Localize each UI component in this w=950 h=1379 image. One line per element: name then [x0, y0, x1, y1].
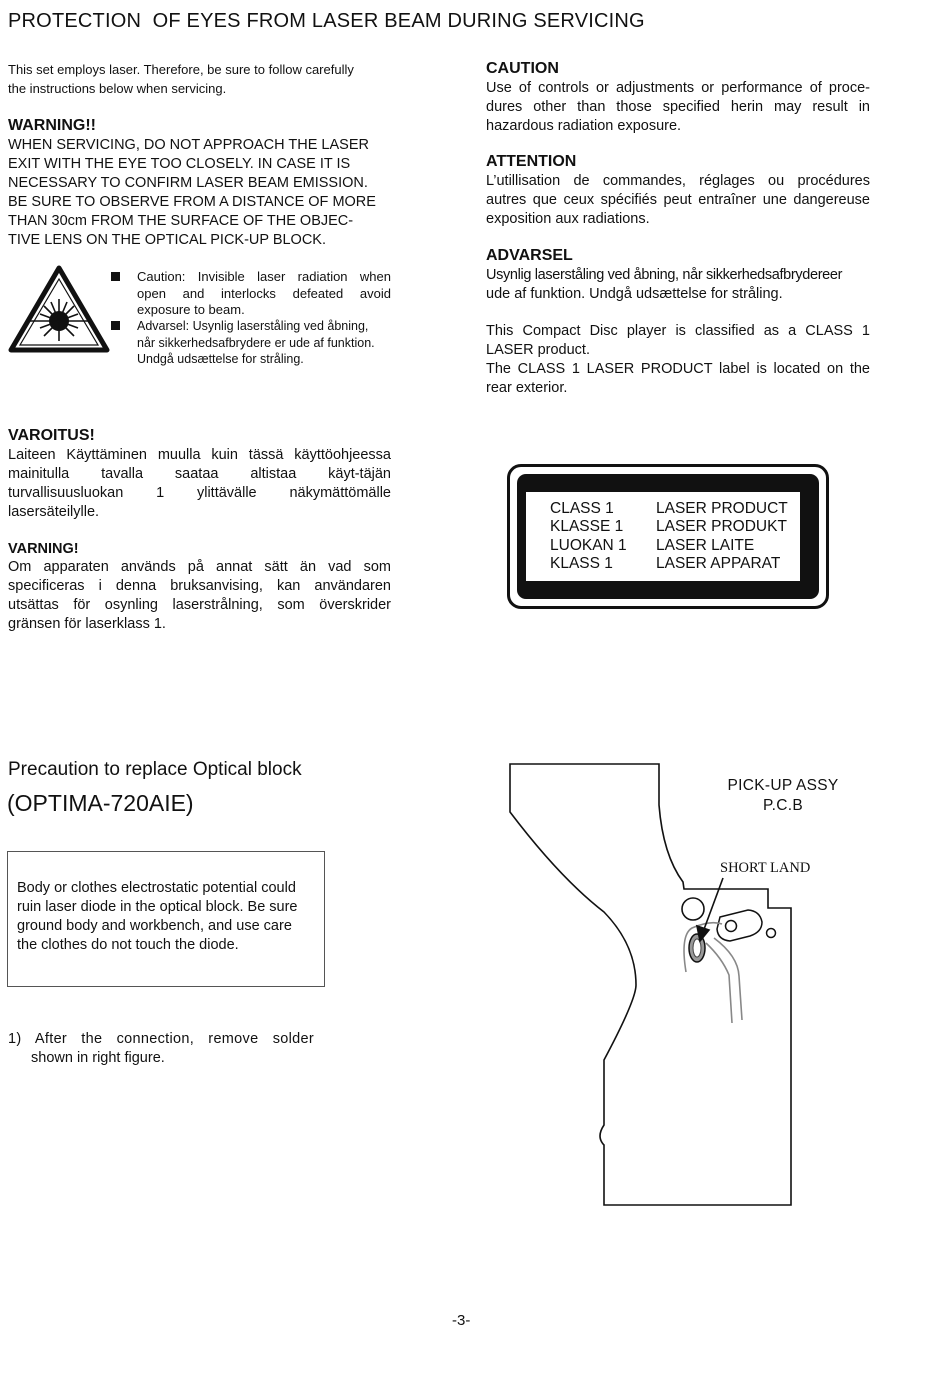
- varning-section: [8, 541, 391, 634]
- solder-pad: [717, 910, 762, 941]
- trace: [706, 943, 732, 1023]
- laser-class-label: [507, 464, 829, 609]
- step-line: 1) After the connection, remove solder: [8, 1031, 314, 1047]
- warning-line: WHEN SERVICING, DO NOT APPROACH THE LASER: [8, 137, 369, 153]
- varning-line: gränsen för laserklass 1.: [8, 616, 166, 632]
- warning-line: THAN 30cm FROM THE SURFACE OF THE OBJEC-: [8, 213, 354, 229]
- pickup-pcb-figure: [500, 760, 840, 1210]
- warning-line: EXIT WITH THE EYE TOO CLOSELY. IN CASE IT IS: [8, 156, 351, 172]
- advarsel-bullet-text: [137, 318, 397, 368]
- intro-line: This set employs laser. Therefore, be sure to follow carefully: [8, 62, 354, 77]
- note-line: ground body and workbench, and use care: [17, 918, 292, 934]
- varoitus-line: mainitulla tavalla saataa altistaa käyt-täjän: [8, 466, 391, 482]
- varoitus-line: Laiteen Käyttäminen muulla kuin tässä käyttöohjeessa: [8, 447, 391, 463]
- bullet-line: open and interlocks defeated avoid: [137, 285, 391, 301]
- caution-heading: CAUTION: [486, 60, 559, 77]
- laser-hazard-icon: [8, 265, 110, 353]
- class-note-line: LASER product.: [486, 342, 590, 358]
- attention-line: L’utillisation de commandes, réglages ou procédures: [486, 173, 870, 189]
- figure-pcb-label: [721, 776, 845, 816]
- advarsel-line: Usynlig laserståling ved åbning, når sikkerhedsafbrydereer: [486, 267, 843, 283]
- bullet-line: når sikkerhedsafbrydere er ude af funktion.: [137, 335, 375, 350]
- caution-line: Use of controls or adjustments or performance of proce-: [486, 80, 870, 96]
- warning-heading: WARNING!!: [8, 117, 96, 134]
- intro-line: the instructions below when servicing.: [8, 81, 227, 96]
- note-line: ruin laser diode in the optical block. Be sure: [17, 899, 298, 915]
- figure-label-line: PICK-UP ASSY: [727, 777, 839, 794]
- pad-hole: [726, 921, 737, 932]
- class-note: [486, 322, 870, 398]
- pad-hole: [767, 929, 776, 938]
- attention-line: autres que ceux spécifiés peut entraîner une dangereuse: [486, 192, 870, 208]
- label-text: LASER PRODUKT: [656, 518, 787, 535]
- bullet-line: exposure to beam.: [137, 302, 245, 317]
- precaution-title: Precaution to replace Optical block: [8, 759, 302, 780]
- note-line: Body or clothes electrostatic potential could: [17, 880, 296, 896]
- class-note-line: rear exterior.: [486, 380, 568, 396]
- varning-line: utsättas för osynling laserstrålning, som överskrider: [8, 597, 391, 613]
- page-number: -3-: [452, 1312, 471, 1329]
- short-land-label: SHORT LAND: [720, 860, 811, 876]
- label-text: LASER APPARAT: [656, 555, 781, 572]
- label-class: KLASSE 1: [550, 518, 624, 535]
- varoitus-heading: VAROITUS!: [8, 427, 95, 444]
- label-class: KLASS 1: [550, 555, 613, 572]
- label-class: CLASS 1: [550, 500, 614, 517]
- step-line: shown in right figure.: [31, 1050, 165, 1066]
- bullet-line: Undgå udsættelse for stråling.: [137, 352, 304, 366]
- mounting-hole: [682, 898, 704, 920]
- intro-text: [8, 60, 391, 98]
- varoitus-line: lasersäteilylle.: [8, 504, 100, 520]
- warning-section: [8, 117, 391, 250]
- class-note-line: This Compact Disc player is classified as a CLASS 1: [486, 323, 870, 339]
- varning-line: specificeras i denna bruksanvising, kan användaren: [8, 578, 391, 594]
- bullet-line: Advarsel: Usynlig laserståling ved åbning,: [137, 319, 369, 333]
- warning-line: NECESSARY TO CONFIRM LASER BEAM EMISSION.: [8, 175, 368, 191]
- varning-heading: VARNING!: [8, 541, 79, 557]
- label-class: LUOKAN 1: [550, 537, 627, 554]
- varoitus-section: [8, 427, 391, 522]
- label-body: [526, 492, 800, 581]
- step-1: [8, 1030, 314, 1068]
- precaution-model: (OPTIMA-720AIE): [7, 790, 194, 816]
- attention-line: exposition aux radiations.: [486, 211, 650, 227]
- bullet-icon: [111, 321, 120, 330]
- caution-line: hazardous radiation exposure.: [486, 118, 682, 134]
- class-note-line: The CLASS 1 LASER PRODUCT label is located on the: [486, 361, 870, 377]
- trace: [714, 938, 742, 1020]
- bullet-icon: [111, 272, 120, 281]
- pcb-outline: [510, 764, 791, 1205]
- attention-heading: ATTENTION: [486, 153, 577, 170]
- label-text: LASER LAITE: [656, 537, 755, 554]
- bullet-line: Caution: Invisible laser radiation when: [137, 269, 391, 284]
- advarsel-section: [486, 247, 870, 304]
- warning-line: BE SURE TO OBSERVE FROM A DISTANCE OF MORE: [8, 194, 376, 210]
- label-text: LASER PRODUCT: [656, 500, 788, 517]
- warning-line: TIVE LENS ON THE OPTICAL PICK-UP BLOCK.: [8, 232, 327, 248]
- attention-section: [486, 153, 870, 229]
- figure-label-line: P.C.B: [763, 797, 803, 814]
- page-title: PROTECTION OF EYES FROM LASER BEAM DURING SERVICING: [8, 10, 645, 32]
- label-border: [517, 474, 819, 599]
- caution-line: dures other than those specified herin may result in: [486, 99, 870, 115]
- advarsel-line: ude af funktion. Undgå udsættelse for stråling.: [486, 286, 783, 302]
- note-line: the clothes do not touch the diode.: [17, 937, 239, 953]
- short-land-arrow-icon: [697, 878, 723, 941]
- varning-line: Om apparaten används på annat sätt än vad som: [8, 559, 391, 575]
- caution-section: [486, 60, 870, 136]
- esd-note-box: [7, 851, 325, 987]
- advarsel-heading: ADVARSEL: [486, 247, 573, 264]
- caution-bullet-text: [137, 269, 391, 319]
- varoitus-line: turvallisuusluokan 1 ylittävälle näkymättömälle: [8, 485, 391, 501]
